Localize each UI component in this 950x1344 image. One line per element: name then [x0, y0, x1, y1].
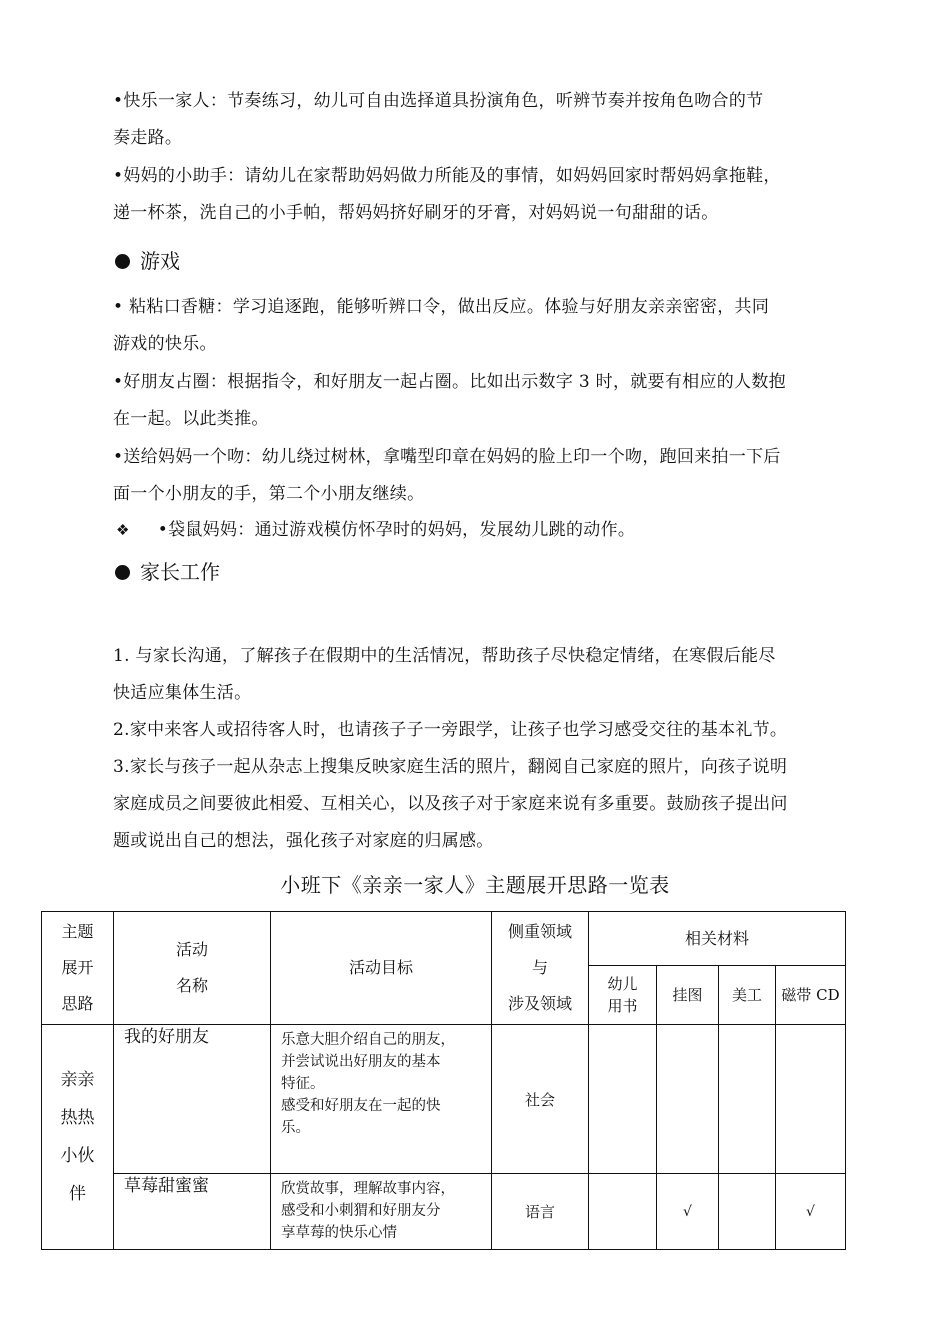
text-line: • 粘粘口香糖：学习追逐跑，能够听辨口令，做出反应。体验与好朋友亲亲密密，共同 — [113, 297, 770, 317]
goal-line: 欣赏故事，理解故事内容， — [281, 1181, 455, 1197]
header-text: 展开 — [61, 958, 94, 977]
header-text: 用书 — [607, 997, 638, 1015]
topic-text: 热热 — [60, 1108, 95, 1128]
header-text: 名称 — [175, 976, 208, 995]
goal-line: 感受和好朋友在一起的快 — [281, 1098, 441, 1114]
material-cell — [719, 1025, 776, 1174]
text-line: •妈妈的小助手：请幼儿在家帮助妈妈做力所能及的事情，如妈妈回家时帮妈妈拿拖鞋， — [113, 166, 781, 186]
material-cell — [719, 1174, 776, 1250]
goal-line: 特征。 — [281, 1076, 325, 1092]
material-cell-check: √ — [776, 1174, 846, 1250]
header-topic — [42, 912, 114, 1025]
bullet-dot-icon — [115, 254, 130, 269]
header-text: 思路 — [61, 994, 94, 1013]
topic-text: 小伙 — [60, 1146, 95, 1166]
goal-line: 乐。 — [281, 1120, 310, 1136]
text-line: 在一起。以此类推。 — [113, 409, 269, 429]
table-title: 小班下《亲亲一家人》主题展开思路一览表 — [280, 873, 670, 897]
list-item-text: •袋鼠妈妈：通过游戏模仿怀孕时的妈妈，发展幼儿跳的动作。 — [157, 520, 636, 540]
goal-line: 享草莓的快乐心情 — [281, 1225, 397, 1241]
text-line: 1. 与家长沟通，了解孩子在假期中的生活情况，帮助孩子尽快稳定情绪，在寒假后能尽 — [113, 646, 776, 666]
header-material-wallchart: 挂图 — [657, 966, 719, 1025]
section-heading-parents — [115, 560, 220, 584]
activity-name: 我的好朋友 — [114, 1025, 271, 1174]
text-line: 2.家中来客人或招待客人时，也请孩子子一旁跟学，让孩子也学习感受交往的基本礼节。 — [113, 720, 788, 740]
text-line: 面一个小朋友的手，第二个小朋友继续。 — [113, 484, 425, 504]
header-material-book — [589, 966, 657, 1025]
heading-text: 家长工作 — [140, 560, 220, 584]
text-line: 题或说出自己的想法，强化孩子对家庭的归属感。 — [113, 831, 494, 851]
table-row — [42, 1174, 846, 1250]
theme-table — [41, 911, 846, 1250]
header-activity — [114, 912, 271, 1025]
domain-cell: 社会 — [492, 1025, 589, 1174]
text-line: •快乐一家人：节奏练习，幼儿可自由选择道具扮演角色，听辨节奏并按角色吻合的节 — [113, 91, 764, 111]
header-domain — [492, 912, 589, 1025]
header-text: 侧重领域 — [507, 922, 572, 941]
header-text: 活动 — [175, 940, 208, 959]
text-line: 游戏的快乐。 — [113, 334, 217, 354]
text-line: 奏走路。 — [113, 128, 183, 148]
goal-line: 并尝试说出好朋友的基本 — [281, 1054, 441, 1070]
header-material-tape: 磁带 CD — [776, 966, 846, 1025]
text-line: 快适应集体生活。 — [113, 683, 252, 703]
goal-line: 乐意大胆介绍自己的朋友， — [281, 1032, 455, 1048]
material-cell — [657, 1025, 719, 1174]
header-text: 幼儿 — [607, 975, 638, 993]
text-line: 递一杯茶，洗自己的小手帕，帮妈妈挤好刷牙的牙膏，对妈妈说一句甜甜的话。 — [113, 203, 719, 223]
header-material-art: 美工 — [719, 966, 776, 1025]
text-line: 3.家长与孩子一起从杂志上搜集反映家庭生活的照片，翻阅自己家庭的照片，向孩子说明 — [113, 757, 788, 777]
header-goal: 活动目标 — [271, 912, 492, 1025]
activity-goal — [271, 1025, 492, 1174]
activity-goal — [271, 1174, 492, 1250]
domain-cell: 语言 — [492, 1174, 589, 1250]
header-text: 与 — [531, 958, 548, 977]
topic-text: 伴 — [69, 1184, 86, 1204]
text-line: •好朋友占圈：根据指令，和好朋友一起占圈。比如出示数字 3 时，就要有相应的人数抱 — [113, 372, 786, 392]
table-row — [42, 1025, 846, 1174]
activity-name: 草莓甜蜜蜜 — [114, 1174, 271, 1250]
list-item — [116, 520, 635, 540]
goal-line: 感受和小刺猬和好朋友分 — [281, 1203, 441, 1219]
diamond-bullet-icon: ❖ — [116, 521, 130, 539]
header-text: 涉及领域 — [507, 994, 572, 1013]
header-text: 主题 — [61, 922, 94, 941]
material-cell — [589, 1174, 657, 1250]
header-materials: 相关材料 — [589, 912, 846, 966]
topic-text: 亲亲 — [60, 1070, 95, 1090]
section-heading-games — [115, 249, 180, 273]
material-cell — [776, 1025, 846, 1174]
text-line: •送给妈妈一个吻：幼儿绕过树林，拿嘴型印章在妈妈的脸上印一个吻，跑回来拍一下后 — [113, 447, 781, 467]
topic-cell — [42, 1025, 114, 1250]
material-cell — [589, 1025, 657, 1174]
material-cell-check: √ — [657, 1174, 719, 1250]
bullet-dot-icon — [115, 565, 130, 580]
text-line: 家庭成员之间要彼此相爱、互相关心，以及孩子对于家庭来说有多重要。鼓励孩子提出问 — [113, 794, 788, 814]
heading-text: 游戏 — [140, 249, 180, 273]
